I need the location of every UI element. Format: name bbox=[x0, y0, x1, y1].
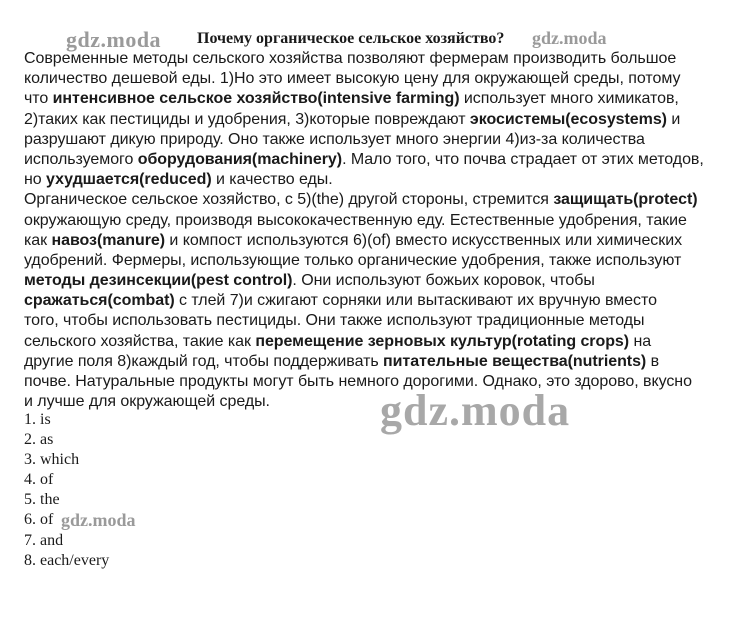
bold-term: защищать(protect) bbox=[553, 191, 698, 209]
text-segment: того, чтобы использовать пестициды. Они также используют традиционные методы bbox=[24, 312, 645, 330]
watermark-top-right: gdz.moda bbox=[532, 28, 607, 48]
bold-term: питательные вещества(nutrients) bbox=[383, 352, 647, 370]
text-segment: другие поля 8)каждый год, чтобы поддерживать bbox=[24, 352, 384, 370]
answer-list bbox=[24, 410, 109, 571]
bold-term: ухудшается(reduced) bbox=[46, 171, 212, 189]
text-line bbox=[24, 251, 744, 271]
translation-text bbox=[24, 49, 744, 412]
text-segment: сельского хозяйства, такие как bbox=[24, 332, 256, 350]
bold-term: методы дезинсекции(pest control) bbox=[24, 272, 293, 290]
text-segment: использует много химикатов, bbox=[459, 90, 679, 108]
text-segment: и bbox=[666, 110, 681, 128]
bold-term: перемещение зерновых культур(rotating crops) bbox=[255, 332, 630, 350]
watermark-inline: gdz.moda bbox=[61, 510, 136, 530]
text-segment: и лучше для окружающей среды. bbox=[24, 393, 270, 411]
text-line bbox=[24, 311, 744, 331]
text-segment: Органическое сельское хозяйство, с 5)(the) другой стороны, стремится bbox=[24, 191, 554, 209]
text-segment: разрушают дикую природу. Оно также использует много энергии 4)из-за количества bbox=[24, 130, 645, 148]
text-line bbox=[24, 150, 744, 170]
text-segment: и компост используются 6)(of) вместо искусственных или химических bbox=[165, 231, 683, 249]
text-segment: . Они используют божьих коровок, чтобы bbox=[292, 272, 595, 290]
answer-item: 5. the bbox=[24, 491, 60, 509]
text-line bbox=[24, 110, 744, 130]
text-segment: и качество еды. bbox=[211, 171, 333, 189]
bold-term: сражаться(combat) bbox=[24, 292, 175, 310]
text-line bbox=[24, 89, 744, 109]
text-segment: на bbox=[629, 332, 652, 350]
text-segment: как bbox=[24, 231, 52, 249]
document-title: Почему органическое сельское хозяйство? bbox=[197, 30, 505, 47]
bold-term: навоз(manure) bbox=[51, 231, 166, 249]
text-segment: но bbox=[24, 171, 47, 189]
bold-term: интенсивное сельское хозяйство(intensive farming) bbox=[52, 90, 460, 108]
text-line bbox=[24, 332, 744, 352]
text-segment: используемого bbox=[24, 150, 138, 168]
text-line bbox=[24, 352, 744, 372]
bold-term: экосистемы(ecosystems) bbox=[469, 110, 667, 128]
text-line bbox=[24, 190, 744, 210]
text-segment: количество дешевой еды. 1)Но это имеет высокую цену для окружающей среды, потому bbox=[24, 70, 681, 88]
text-segment: . Мало того, что почва страдает от этих методов, bbox=[342, 150, 704, 168]
watermark-top-left: gdz.moda bbox=[66, 27, 162, 52]
answer-item: 2. as bbox=[24, 431, 54, 449]
text-segment: Современные методы сельского хозяйства позволяют фермерам производить большое bbox=[24, 50, 677, 67]
text-segment: что bbox=[24, 90, 53, 108]
answer-item: 3. which bbox=[24, 451, 80, 469]
text-line bbox=[24, 170, 744, 190]
answer-item: 1. is bbox=[24, 411, 51, 428]
text-segment: 2)таких как пестициды и удобрения, 3)которые повреждают bbox=[24, 110, 470, 128]
text-line bbox=[24, 271, 744, 291]
text-segment: в bbox=[646, 352, 660, 370]
answer-item: 8. each/every bbox=[24, 551, 110, 569]
text-line bbox=[24, 49, 744, 69]
answer-item: 4. of bbox=[24, 471, 54, 489]
text-segment: с тлей 7)и сжигают сорняки или вытаскивают их вручную вместо bbox=[174, 292, 657, 310]
answer-item: 6. of bbox=[24, 511, 54, 529]
text-line bbox=[24, 211, 744, 231]
bold-term: оборудования(machinery) bbox=[137, 150, 343, 168]
text-segment: окружающую среду, производя высококачественную еду. Естественные удобрения, такие bbox=[24, 211, 687, 229]
watermark-center: gdz.moda bbox=[380, 386, 571, 435]
text-line bbox=[24, 231, 744, 251]
answer-item: 7. and bbox=[24, 531, 64, 549]
text-line bbox=[24, 291, 744, 311]
text-segment: почве. Натуральные продукты могут быть немного дорогими. Однако, это здорово, вкусно bbox=[24, 373, 692, 390]
text-line bbox=[24, 130, 744, 150]
text-segment: удобрений. Фермеры, использующие только органические удобрения, также используют bbox=[24, 251, 682, 269]
text-line bbox=[24, 69, 744, 89]
